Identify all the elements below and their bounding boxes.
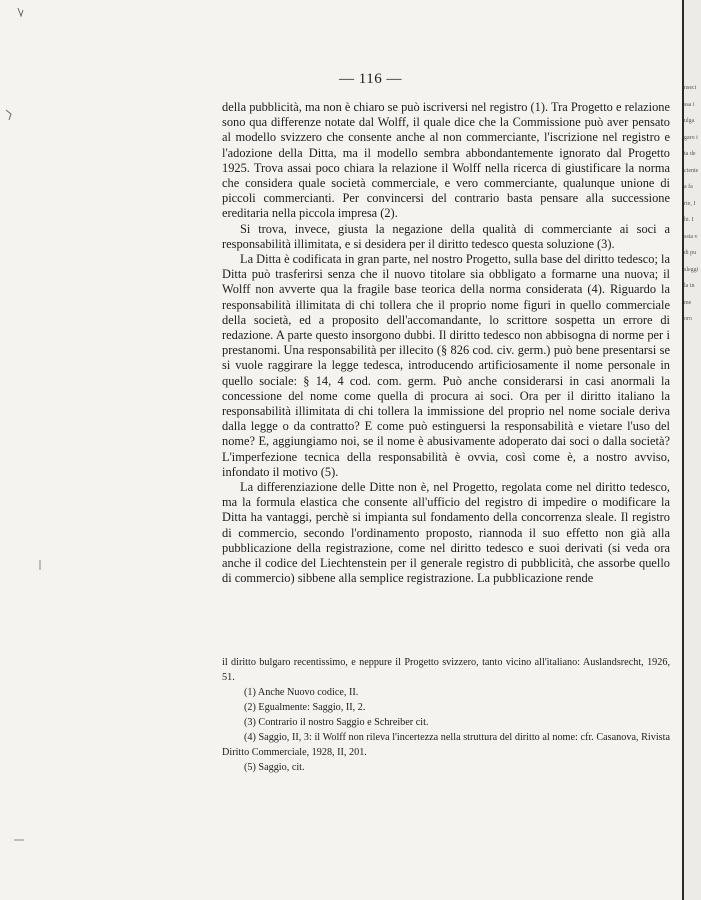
footnote-5: (5) Saggio, cit. bbox=[244, 762, 305, 773]
bleed-line: a fa bbox=[684, 184, 693, 190]
paragraph-4: La differenziazione delle Ditte non è, nel Progetto, regolata come nel diritto tedesco, ma la formula elastica che consente all'ufficio del registro di impedire o modificare la Ditta ha vantaggi, perchè si impianta sul fondamento della concorrenza sleale. Il registro di commercio, secondo l'ordinamento proposto, riannoda il suo effetto non già alla pubblicazione della registrazione, come nel diritto tedesco e suoi derivati (si veda ora anche il codice del Liechtenstein per il generale registro di pubblicità, che assorbe quello di commercio) sibbene alla semplice registrazione. La pubblicazione rende bbox=[222, 480, 670, 586]
adjacent-page-bleed bbox=[684, 80, 701, 328]
bleed-line: di pu bbox=[684, 250, 697, 256]
page-number: — 116 — bbox=[339, 71, 402, 87]
scan-margin-marks bbox=[0, 0, 60, 900]
bleed-line: oro bbox=[684, 316, 692, 322]
footnote-1: (1) Anche Nuovo codice, II. bbox=[244, 687, 359, 698]
bleed-line: garo i bbox=[684, 134, 698, 141]
main-text bbox=[222, 100, 670, 587]
footnote-4: (4) Saggio, II, 3: il Wolff non rileva l'incertezza nella struttura del diritto al nome: cfr. Casanova, Rivista Diritto Commerciale, 1928, II, 201. bbox=[222, 732, 670, 758]
paragraph-2: Si trova, invece, giusta la negazione della qualità di commerciante ai soci a responsabilità illimitata, e si desidera per il diritto tedesco questa soluzione (3). bbox=[222, 221, 670, 251]
bleed-line: ulga bbox=[684, 118, 695, 124]
bleed-line: nseci bbox=[684, 85, 697, 91]
bleed-line: la in bbox=[684, 283, 695, 289]
bleed-line: ssta v bbox=[684, 233, 698, 240]
bleed-line: sleggi bbox=[684, 266, 699, 273]
bleed-line: ta de bbox=[684, 151, 696, 157]
bleed-line: me bbox=[684, 299, 692, 306]
scan-speck bbox=[6, 110, 11, 120]
scan-speck bbox=[18, 8, 23, 16]
footnotes bbox=[222, 655, 670, 775]
paragraph-1: della pubblicità, ma non è chiaro se può iscriversi nel registro (1). Tra Progetto e relazione sono qua differenze notate dal Wolff, il quale dice che la Commissione può aver pensato al modello svizzero che consente anche al non commerciante, l'iscrizione nel registro e l'adozione della Ditta, ma il modello sembra abbondantemente ignorato dal Progetto 1925. Trova assai poco chiara la relazione il Wolff nella ricerca di giustificare la norma che considera quale società commerciale, e vero commerciante, qualunque unione di piccoli commercianti. Per convincersi del contrario basta pensare alla successione ereditaria nella piccola impresa (2). bbox=[222, 100, 670, 221]
footnote-2: (2) Egualmente: Saggio, II, 2. bbox=[244, 702, 366, 713]
footnote-3: (3) Contrario il nostro Saggio e Schreiber cit. bbox=[244, 717, 429, 728]
paragraph-3: La Ditta è codificata in gran parte, nel nostro Progetto, sulla base del diritto tedesco; la Ditta può trasferirsi senza che il nuovo titolare sia obbligato a formarne una nuova; il Wolff non avverte qua la fragile base teorica della norma considerata (4). Riguardo la responsabilità illimitata di chi tollera che il proprio nome figuri in quello commerciale della società, ed a proposito dell'accomandante, lo scrittore sospetta un errore di redazione. A parte questo insorgono dubbi. Il diritto tedesco non abbisogna di norme per i prestanomi. Una responsabilità per illecito (§ 826 cod. civ. germ.) può bene presentarsi se si vuole raggirare la legge tedesca, introducendo artificiosamente il nome personale in quello sociale: § 14, 4 cod. com. germ. Può anche considerarsi in casi anormali la concessione del nome come quella di procura ai soci. Ora per il diritto italiano la responsabilità illimitata di chi tollera la immissione del proprio nel nome sociale deriva dalla legge o da contratto? E come può estinguersi la responsabilità e vietare l'uso del nome? E, aggiungiamo noi, se il nome è abusivamente adoperato dai soci o dalla società? L'imperfezione tecnica della responsabilità è ovvia, così come è, a nostro avviso, infondato il motivo (5). bbox=[222, 252, 670, 479]
footnote-continuation: il diritto bulgaro recentissimo, e neppure il Progetto svizzero, tanto vicino all'italiano: Auslandsrecht, 1926, 51. bbox=[222, 657, 670, 683]
bleed-line: rie, I bbox=[684, 200, 696, 207]
bleed-line: ssa i bbox=[684, 101, 695, 108]
bleed-line: ciente bbox=[684, 167, 699, 174]
bleed-line: hi. I bbox=[684, 217, 694, 223]
